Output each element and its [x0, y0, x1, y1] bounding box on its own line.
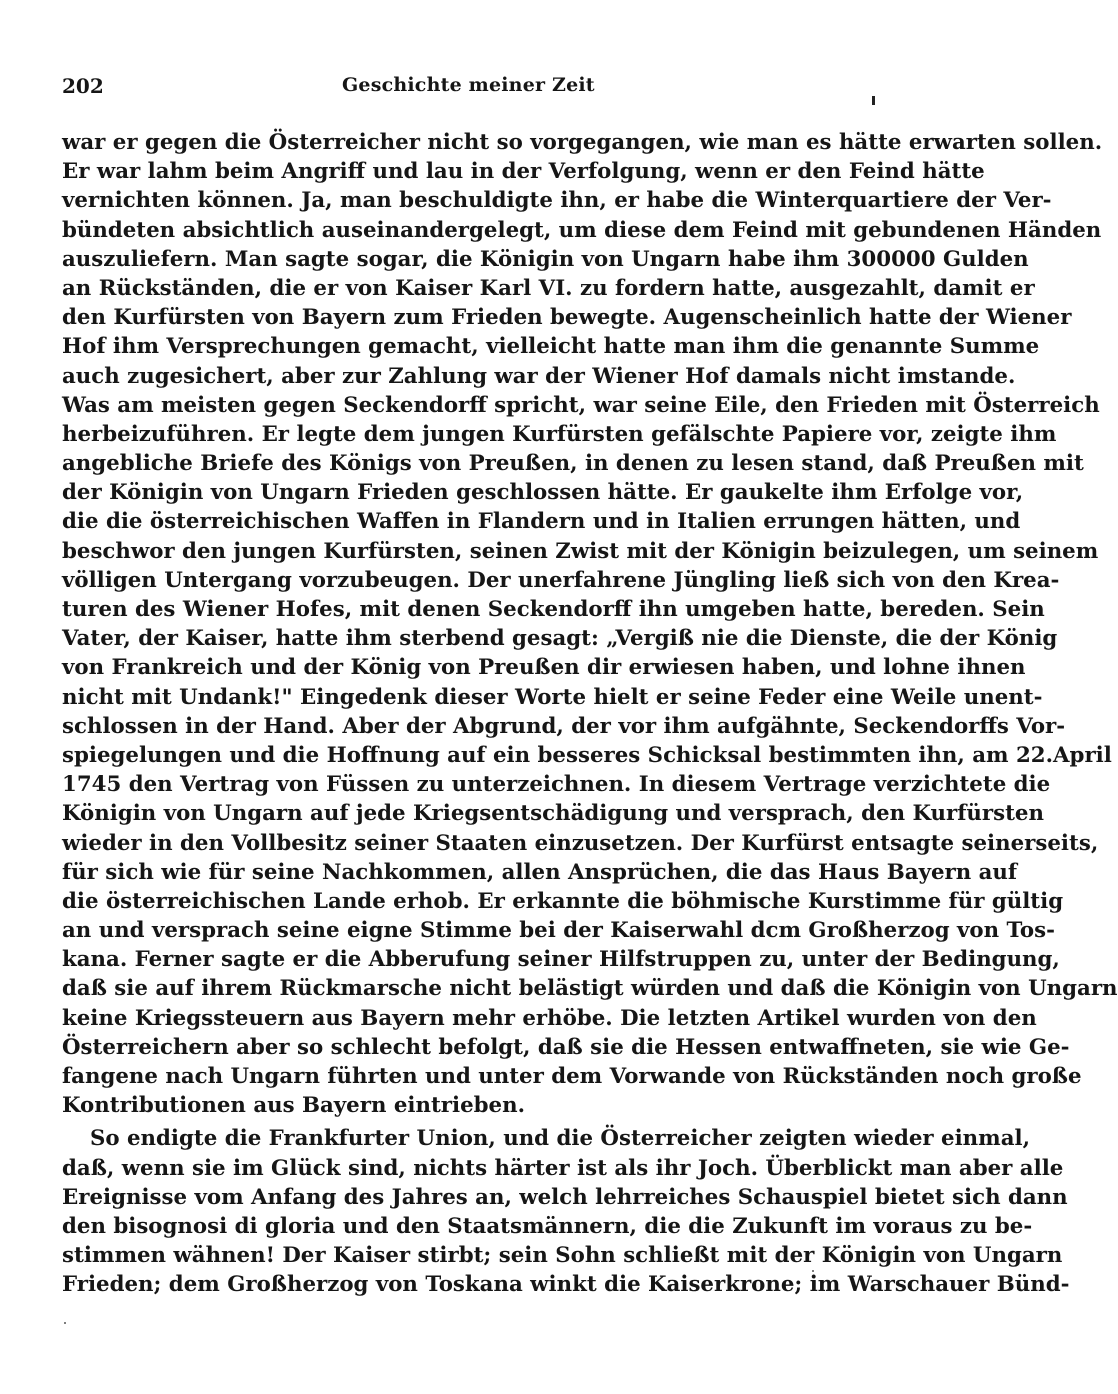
text-line: Hof ihm Versprechungen gemacht, vielleicht hatte man ihm die genannte Summe	[62, 334, 1040, 360]
text-line: für sich wie für seine Nachkommen, allen Ansprüchen, die das Haus Bayern auf	[62, 859, 1018, 885]
text-line: daß, wenn sie im Glück sind, nichts härter ist als ihr Joch. Überblickt man aber alle	[62, 1155, 1064, 1181]
margin-mark	[872, 96, 875, 105]
text-line: Vater, der Kaiser, hatte ihm sterbend gesagt: „Vergiß nie die Dienste, die der König	[62, 626, 1058, 652]
text-line: von Frankreich und der König von Preußen dir erwiesen haben, und lohne ihnen	[62, 655, 1026, 681]
text-line: den Kurfürsten von Bayern zum Frieden bewegte. Augenscheinlich hatte der Wiener	[62, 305, 1072, 331]
text-line: Was am meisten gegen Seckendorff spricht, war seine Eile, den Frieden mit Österreich	[62, 392, 1100, 418]
text-line: Ereignisse vom Anfang des Jahres an, welch lehrreiches Schauspiel bietet sich dann	[62, 1184, 1068, 1210]
paragraph	[62, 1124, 1070, 1299]
text-line: vernichten können. Ja, man beschuldigte ihn, er habe die Winterquartiere der Ver-	[62, 188, 1052, 214]
page-number: 202	[62, 74, 104, 98]
paper-speck	[64, 1322, 66, 1324]
text-line: Kontributionen aus Bayern eintrieben.	[62, 1093, 526, 1119]
text-line: war er gegen die Österreicher nicht so vorgegangen, wie man es hätte erwarten sollen.	[62, 130, 1103, 155]
text-line: der Königin von Ungarn Frieden geschlossen hätte. Er gaukelte ihm Erfolge vor,	[62, 480, 1024, 506]
text-line: die österreichischen Lande erhob. Er erkannte die böhmische Kurstimme für gültig	[62, 888, 1064, 914]
text-line: völligen Untergang vorzubeugen. Der unerfahrene Jüngling ließ sich von den Krea-	[62, 567, 1060, 593]
text-line: spiegelungen und die Hoffnung auf ein besseres Schicksal bestimmten ihn, am 22.April	[62, 742, 1112, 768]
running-title: Geschichte meiner Zeit	[342, 74, 595, 96]
text-line: 1745 den Vertrag von Füssen zu unterzeichnen. In diesem Vertrage verzichtete die	[62, 772, 1051, 798]
text-line: auch zugesichert, aber zur Zahlung war der Wiener Hof damals nicht imstande.	[62, 363, 1016, 389]
text-line: Er war lahm beim Angriff und lau in der Verfolgung, wenn er den Feind hätte	[62, 159, 985, 185]
page-header	[62, 74, 810, 104]
text-line: fangene nach Ungarn führten und unter dem Vorwande von Rückständen noch große	[62, 1064, 1082, 1089]
text-line: an Rückständen, die er von Kaiser Karl VI. zu fordern hatte, ausgezahlt, damit er	[62, 275, 1035, 301]
text-line: schlossen in der Hand. Aber der Abgrund, der vor ihm aufgähnte, Seckendorffs Vor-	[62, 713, 1066, 739]
body-text	[62, 128, 1118, 1300]
text-line: daß sie auf ihrem Rückmarsche nicht belästigt würden und daß die Königin von Ungarn	[62, 976, 1118, 1002]
text-line: kana. Ferner sagte er die Abberufung seiner Hilfstruppen zu, unter der Bedingung,	[62, 947, 1060, 973]
paragraph	[62, 128, 1118, 1120]
text-line: So endigte die Frankfurter Union, und die Österreicher zeigten wieder einmal,	[90, 1126, 1030, 1152]
text-line: bündeten absichtlich auseinandergelegt, um diese dem Feind mit gebundenen Händen	[62, 217, 1102, 243]
paper-speck	[812, 1270, 814, 1272]
text-line: Österreichern aber so schlecht befolgt, daß sie die Hessen entwaffneten, sie wie Ge-	[62, 1034, 1070, 1060]
text-line: stimmen wähnen! Der Kaiser stirbt; sein Sohn schließt mit der Königin von Ungarn	[62, 1243, 1063, 1269]
text-line: beschwor den jungen Kurfürsten, seinen Zwist mit der Königin beizulegen, um seinem	[62, 538, 1099, 564]
text-line: angebliche Briefe des Königs von Preußen, in denen zu lesen stand, daß Preußen mit	[62, 451, 1084, 477]
text-line: auszuliefern. Man sagte sogar, die Königin von Ungarn habe ihm 300000 Gulden	[62, 246, 1029, 272]
text-line: den bisognosi di gloria und den Staatsmännern, die die Zukunft im voraus zu be-	[62, 1213, 1033, 1239]
text-line: turen des Wiener Hofes, mit denen Seckendorff ihn umgeben hatte, bereden. Sein	[62, 597, 1045, 622]
text-line: herbeizuführen. Er legte dem jungen Kurfürsten gefälschte Papiere vor, zeigte ihm	[62, 421, 1057, 447]
text-line: keine Kriegssteuern aus Bayern mehr erhöbe. Die letzten Artikel wurden von den	[62, 1005, 1037, 1031]
text-line: wieder in den Vollbesitz seiner Staaten einzusetzen. Der Kurfürst entsagte seinerseits,	[62, 830, 1099, 856]
text-line: nicht mit Undank!" Eingedenk dieser Worte hielt er seine Feder eine Weile unent-	[62, 684, 1043, 710]
text-line: die die österreichischen Waffen in Flandern und in Italien errungen hätten, und	[62, 509, 1021, 535]
text-line: Frieden; dem Großherzog von Toskana winkt die Kaiserkrone; im Warschauer Bünd-	[62, 1272, 1070, 1298]
text-line: Königin von Ungarn auf jede Kriegsentschädigung und versprach, den Kurfürsten	[62, 801, 1044, 827]
text-line: an und versprach seine eigne Stimme bei der Kaiserwahl dcm Großherzog von Tos-	[62, 918, 1055, 944]
